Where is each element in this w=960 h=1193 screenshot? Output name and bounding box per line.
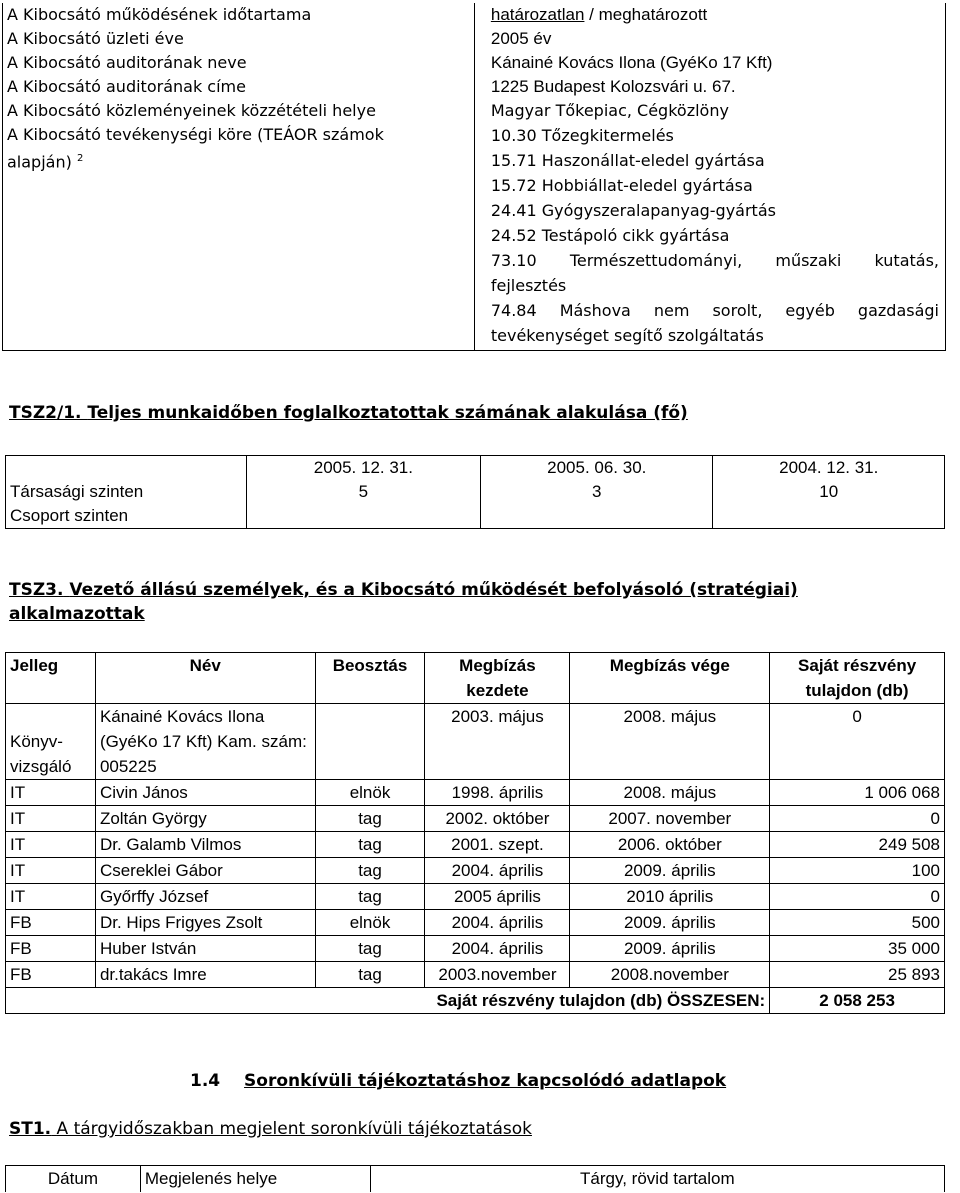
member-type: IT [6, 884, 96, 910]
extraordinary-info-table [5, 1165, 945, 1192]
member-position: elnök [315, 780, 425, 806]
activity-item: 24.52 Testápoló cikk gyártása [490, 226, 730, 245]
tsz21-row [6, 480, 945, 504]
member-shares: 35 000 [770, 936, 945, 962]
member-end: 2010 április [570, 884, 770, 910]
member-position: tag [315, 962, 425, 988]
member-shares: 100 [770, 858, 945, 884]
total-value: 2 058 253 [770, 988, 945, 1014]
member-shares: 249 508 [770, 832, 945, 858]
info-row [3, 99, 946, 123]
tsz21-cell [246, 504, 480, 529]
auditor-type: Könyv- vizsgáló [6, 704, 96, 780]
section-number: 1.4 [190, 1071, 221, 1091]
activity-item: 73.10 Természettudományi, műszaki kutatás, [490, 251, 939, 270]
member-start: 2002. október [425, 806, 570, 832]
tsz3-col-header: Beosztás [315, 653, 425, 704]
tsz21-cell [713, 504, 945, 529]
info-key: A Kibocsátó működésének időtartama [3, 3, 475, 27]
member-type: FB [6, 936, 96, 962]
member-name: Dr. Hips Frigyes Zsolt [95, 910, 315, 936]
member-type: IT [6, 858, 96, 884]
member-name: Dr. Galamb Vilmos [95, 832, 315, 858]
tsz3-title-line1: Vezető állású személyek, és a Kibocsátó működését befolyásoló (stratégiai) [69, 580, 798, 600]
member-end: 2008. május [570, 780, 770, 806]
info-value-rest: / meghatározott [584, 5, 708, 24]
table-row [6, 962, 945, 988]
tsz3-heading [9, 578, 949, 626]
tsz21-label: TSZ2/1. [9, 403, 82, 423]
auditor-position [315, 704, 425, 780]
table-row [6, 832, 945, 858]
activity-item: 74.84 Máshova nem sorolt, egyéb gazdasági [490, 301, 939, 320]
tsz21-cell: 10 [713, 480, 945, 504]
info-value: Kánainé Kovács Ilona (GyéKo 17 Kft) [474, 51, 945, 75]
member-end: 2009. április [570, 936, 770, 962]
info-value-selected: határozatlan [490, 5, 585, 24]
member-name: Huber István [95, 936, 315, 962]
table-row [6, 936, 945, 962]
info-row [3, 27, 946, 51]
member-name: Civin János [95, 780, 315, 806]
member-position: tag [315, 806, 425, 832]
member-type: FB [6, 962, 96, 988]
auditor-name: Kánainé Kovács Ilona (GyéKo 17 Kft) Kam. szám: 005225 [95, 704, 315, 780]
tsz21-title: Teljes munkaidőben foglalkoztatottak számának alakulása (fő) [87, 403, 688, 423]
info-row [3, 75, 946, 99]
tsz3-label: TSZ3. [9, 580, 64, 600]
member-name: Győrffy József [95, 884, 315, 910]
footnote-marker: 2 [76, 153, 84, 164]
info-key: A Kibocsátó üzleti éve [3, 27, 475, 51]
member-name: Csereklei Gábor [95, 858, 315, 884]
section-title: Soronkívüli tájékoztatáshoz kapcsolódó adatlapok [244, 1071, 727, 1091]
member-position: tag [315, 832, 425, 858]
member-start: 2003.november [425, 962, 570, 988]
tsz21-col-header: 2005. 06. 30. [481, 456, 713, 481]
st1-heading [9, 1117, 532, 1141]
tsz21-col-header: 2004. 12. 31. [713, 456, 945, 481]
executives-table [5, 652, 945, 1014]
member-type: IT [6, 806, 96, 832]
member-start: 2004. április [425, 936, 570, 962]
tsz3-title-line2: alkalmazottak [9, 604, 145, 624]
member-shares: 1 006 068 [770, 780, 945, 806]
table-row [6, 780, 945, 806]
info-row [3, 3, 946, 27]
info-key: A Kibocsátó közleményeinek közzétételi helye [3, 99, 475, 123]
member-name: Zoltán György [95, 806, 315, 832]
member-shares: 500 [770, 910, 945, 936]
total-label: Saját részvény tulajdon (db) ÖSSZESEN: [6, 988, 770, 1014]
member-type: IT [6, 780, 96, 806]
info-value: 2005 év [474, 27, 945, 51]
tsz3-total-row [6, 988, 945, 1014]
auditor-start: 2003. május [425, 704, 570, 780]
auditor-end: 2008. május [570, 704, 770, 780]
info-row-activity [3, 123, 946, 351]
st1-col-header: Megjelenés helye [140, 1166, 370, 1193]
tsz3-col-header: Jelleg [6, 653, 96, 704]
activity-item: 24.41 Gyógyszeralapanyag-gyártás [490, 201, 776, 220]
info-value: 1225 Budapest Kolozsvári u. 67. [474, 75, 945, 99]
member-shares: 0 [770, 806, 945, 832]
tsz3-header-row [6, 653, 945, 704]
member-end: 2007. november [570, 806, 770, 832]
member-shares: 0 [770, 884, 945, 910]
member-start: 1998. április [425, 780, 570, 806]
tsz21-col-header: 2005. 12. 31. [246, 456, 480, 481]
activity-item: tevékenységet segítő szolgáltatás [490, 326, 764, 345]
section-1-4-heading [190, 1069, 726, 1093]
tsz21-cell [481, 504, 713, 529]
tsz21-cell: 3 [481, 480, 713, 504]
tsz3-col-header: Név [95, 653, 315, 704]
member-start: 2004. április [425, 858, 570, 884]
table-row [6, 884, 945, 910]
activity-key-line1: A Kibocsátó tevékenységi köre (TEÁOR számok [7, 125, 384, 144]
member-type: FB [6, 910, 96, 936]
tsz21-cell: Csoport szinten [6, 504, 247, 529]
info-value: Magyar Tőkepiac, Cégközlöny [474, 99, 945, 123]
tsz3-col-header: Saját részvény tulajdon (db) [770, 653, 945, 704]
tsz3-col-header: Megbízás vége [570, 653, 770, 704]
member-name: dr.takács Imre [95, 962, 315, 988]
st1-title: A tárgyidőszakban megjelent soronkívüli tájékoztatások [56, 1119, 532, 1139]
st1-col-header: Tárgy, rövid tartalom [370, 1166, 944, 1193]
member-start: 2001. szept. [425, 832, 570, 858]
activity-key-line2: alapján) [7, 152, 72, 172]
tsz21-row [6, 504, 945, 529]
info-value [474, 3, 945, 27]
member-position: tag [315, 858, 425, 884]
member-end: 2009. április [570, 910, 770, 936]
activity-item: fejlesztés [490, 276, 567, 295]
member-start: 2005 április [425, 884, 570, 910]
tsz21-heading [9, 401, 688, 425]
issuer-info-table [2, 3, 946, 351]
st1-label: ST1. [9, 1119, 52, 1139]
member-start: 2004. április [425, 910, 570, 936]
tsz21-col-header [6, 456, 247, 481]
tsz21-header-row [6, 456, 945, 481]
activity-item: 10.30 Tőzegkitermelés [490, 126, 674, 145]
member-position: tag [315, 884, 425, 910]
activity-item: 15.72 Hobbiállat-eledel gyártása [490, 176, 753, 195]
member-shares: 25 893 [770, 962, 945, 988]
tsz21-cell: 5 [246, 480, 480, 504]
table-row [6, 910, 945, 936]
table-row [6, 858, 945, 884]
info-row [3, 51, 946, 75]
member-end: 2009. április [570, 858, 770, 884]
employee-count-table [5, 455, 945, 529]
member-position: elnök [315, 910, 425, 936]
activity-item: 15.71 Haszonállat-eledel gyártása [490, 151, 765, 170]
tsz3-col-header: Megbízás kezdete [425, 653, 570, 704]
tsz3-auditor-row [6, 704, 945, 780]
st1-header-row [6, 1166, 945, 1193]
info-key: A Kibocsátó auditorának címe [3, 75, 475, 99]
member-end: 2006. október [570, 832, 770, 858]
st1-col-header: Dátum [6, 1166, 141, 1193]
auditor-shares: 0 [770, 704, 945, 780]
table-row [6, 806, 945, 832]
member-type: IT [6, 832, 96, 858]
activity-key [3, 123, 475, 351]
activity-list [474, 123, 945, 351]
member-position: tag [315, 936, 425, 962]
member-end: 2008.november [570, 962, 770, 988]
info-key: A Kibocsátó auditorának neve [3, 51, 475, 75]
tsz21-cell: Társasági szinten [6, 480, 247, 504]
